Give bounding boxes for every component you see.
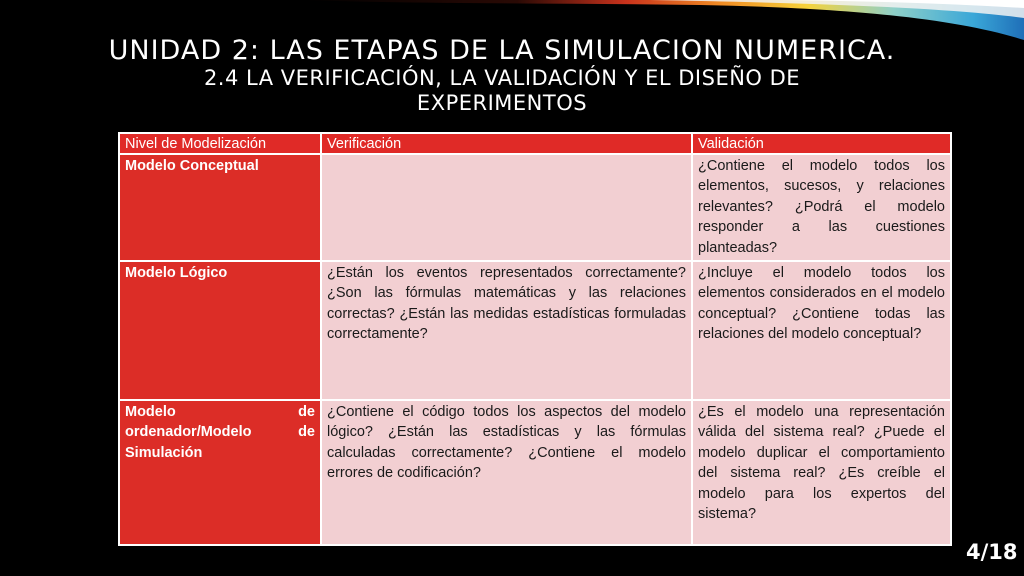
table-row	[119, 261, 951, 400]
level-cell: Modelo Conceptual	[119, 154, 321, 261]
table-row	[119, 400, 951, 545]
slide-subtitle: 2.4 LA VERIFICACIÓN, LA VALIDACIÓN Y EL DISEÑO DE EXPERIMENTOS	[203, 66, 801, 115]
verificacion-cell	[321, 154, 692, 261]
header-nivel: Nivel de Modelización	[119, 133, 321, 154]
title-block	[0, 36, 1024, 116]
level-cell: Modelo Lógico	[119, 261, 321, 400]
modelization-table	[118, 132, 952, 546]
page-number: 4/18	[966, 540, 1018, 564]
slide-title: UNIDAD 2: LAS ETAPAS DE LA SIMULACION NUMERICA.	[108, 35, 896, 66]
level-cell: Modelo de ordenador/Modelo de Simulación	[119, 400, 321, 545]
table-row	[119, 154, 951, 261]
validacion-cell: ¿Incluye el modelo todos los elementos considerados en el modelo conceptual? ¿Contiene todas las relaciones del modelo conceptual?	[692, 261, 951, 400]
validacion-cell: ¿Contiene el modelo todos los elementos, sucesos, y relaciones relevantes? ¿Podrá el modelo responder a las cuestiones planteadas?	[692, 154, 951, 261]
header-validacion: Validación	[692, 133, 951, 154]
verificacion-cell: ¿Están los eventos representados correctamente? ¿Son las fórmulas matemáticas y las relaciones correctas? ¿Están las medidas estadísticas formuladas correctamente?	[321, 261, 692, 400]
verificacion-cell: ¿Contiene el código todos los aspectos del modelo lógico? ¿Están las estadísticas y las fórmulas calculadas correctamente? ¿Contiene el modelo errores de codificación?	[321, 400, 692, 545]
header-verificacion: Verificación	[321, 133, 692, 154]
table-header-row	[119, 133, 951, 154]
validacion-cell: ¿Es el modelo una representación válida del sistema real? ¿Puede el modelo duplicar el comportamiento del sistema real? ¿Es creíble el modelo para los expertos del sistema?	[692, 400, 951, 545]
